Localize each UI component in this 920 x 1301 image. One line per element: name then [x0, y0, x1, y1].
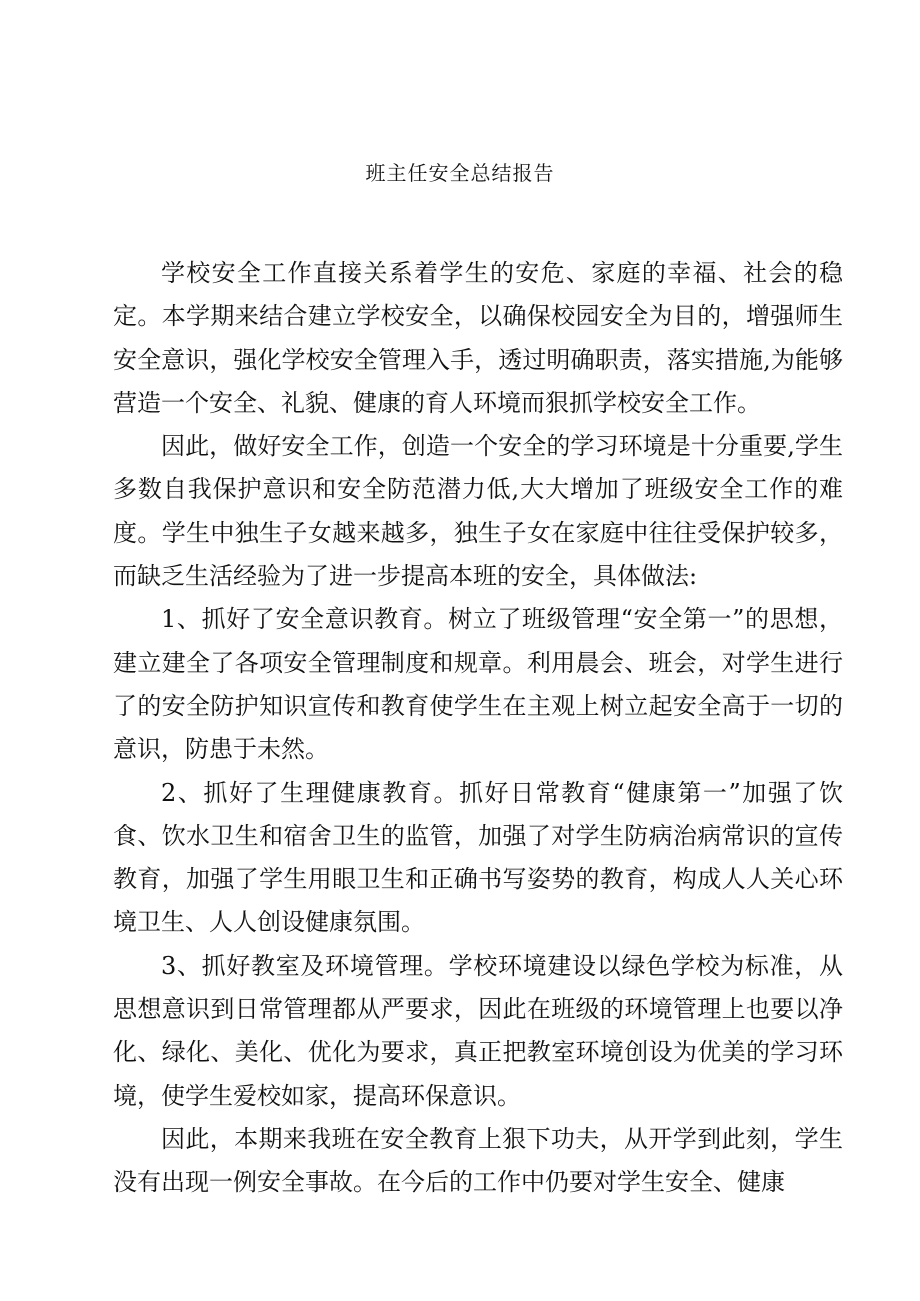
paragraph-context: 因此，做好安全工作，创造一个安全的学习环境是十分重要,学生多数自我保护意识和安全防范潜力低,大大增加了班级安全工作的难度。学生中独生子女越来越多，独生子女在家庭中往往受保护较多，而缺乏生活经验为了进一步提高本班的安全，具体做法:: [113, 432, 843, 591]
paragraph-conclusion: 因此，本期来我班在安全教育上狠下功夫，从开学到此刻，学生没有出现一例安全事故。在今后的工作中仍要对学生安全、健康: [113, 1124, 843, 1197]
document-body: [113, 252, 843, 1205]
paragraph-item-2: 2、抓好了生理健康教育。抓好日常教育“健康第一”加强了饮食、饮水卫生和宿舍卫生的监管，加强了对学生防病治病常识的宣传教育，加强了学生用眼卫生和正确书写姿势的教育，构成人人关心环境卫生、人人创设健康氛围。: [113, 778, 843, 937]
paragraph-item-3: 3、抓好教室及环境管理。学校环境建设以绿色学校为标准，从思想意识到日常管理都从严要求，因此在班级的环境管理上也要以净化、绿化、美化、优化为要求，真正把教室环境创设为优美的学习环境，使学生爱校如家，提高环保意识。: [113, 951, 843, 1110]
document-title: 班主任安全总结报告: [365, 161, 555, 185]
paragraph-item-1: 1、抓好了安全意识教育。树立了班级管理“安全第一”的思想，建立建全了各项安全管理制度和规章。利用晨会、班会，对学生进行了的安全防护知识宣传和教育使学生在主观上树立起安全高于一切的意识，防患于未然。: [113, 605, 843, 764]
paragraph-intro: 学校安全工作直接关系着学生的安危、家庭的幸福、社会的稳定。本学期来结合建立学校安全，以确保校园安全为目的，增强师生安全意识，强化学校安全管理入手，透过明确职责，落实措施,为能够营造一个安全、礼貌、健康的育人环境而狠抓学校安全工作。: [113, 259, 843, 417]
